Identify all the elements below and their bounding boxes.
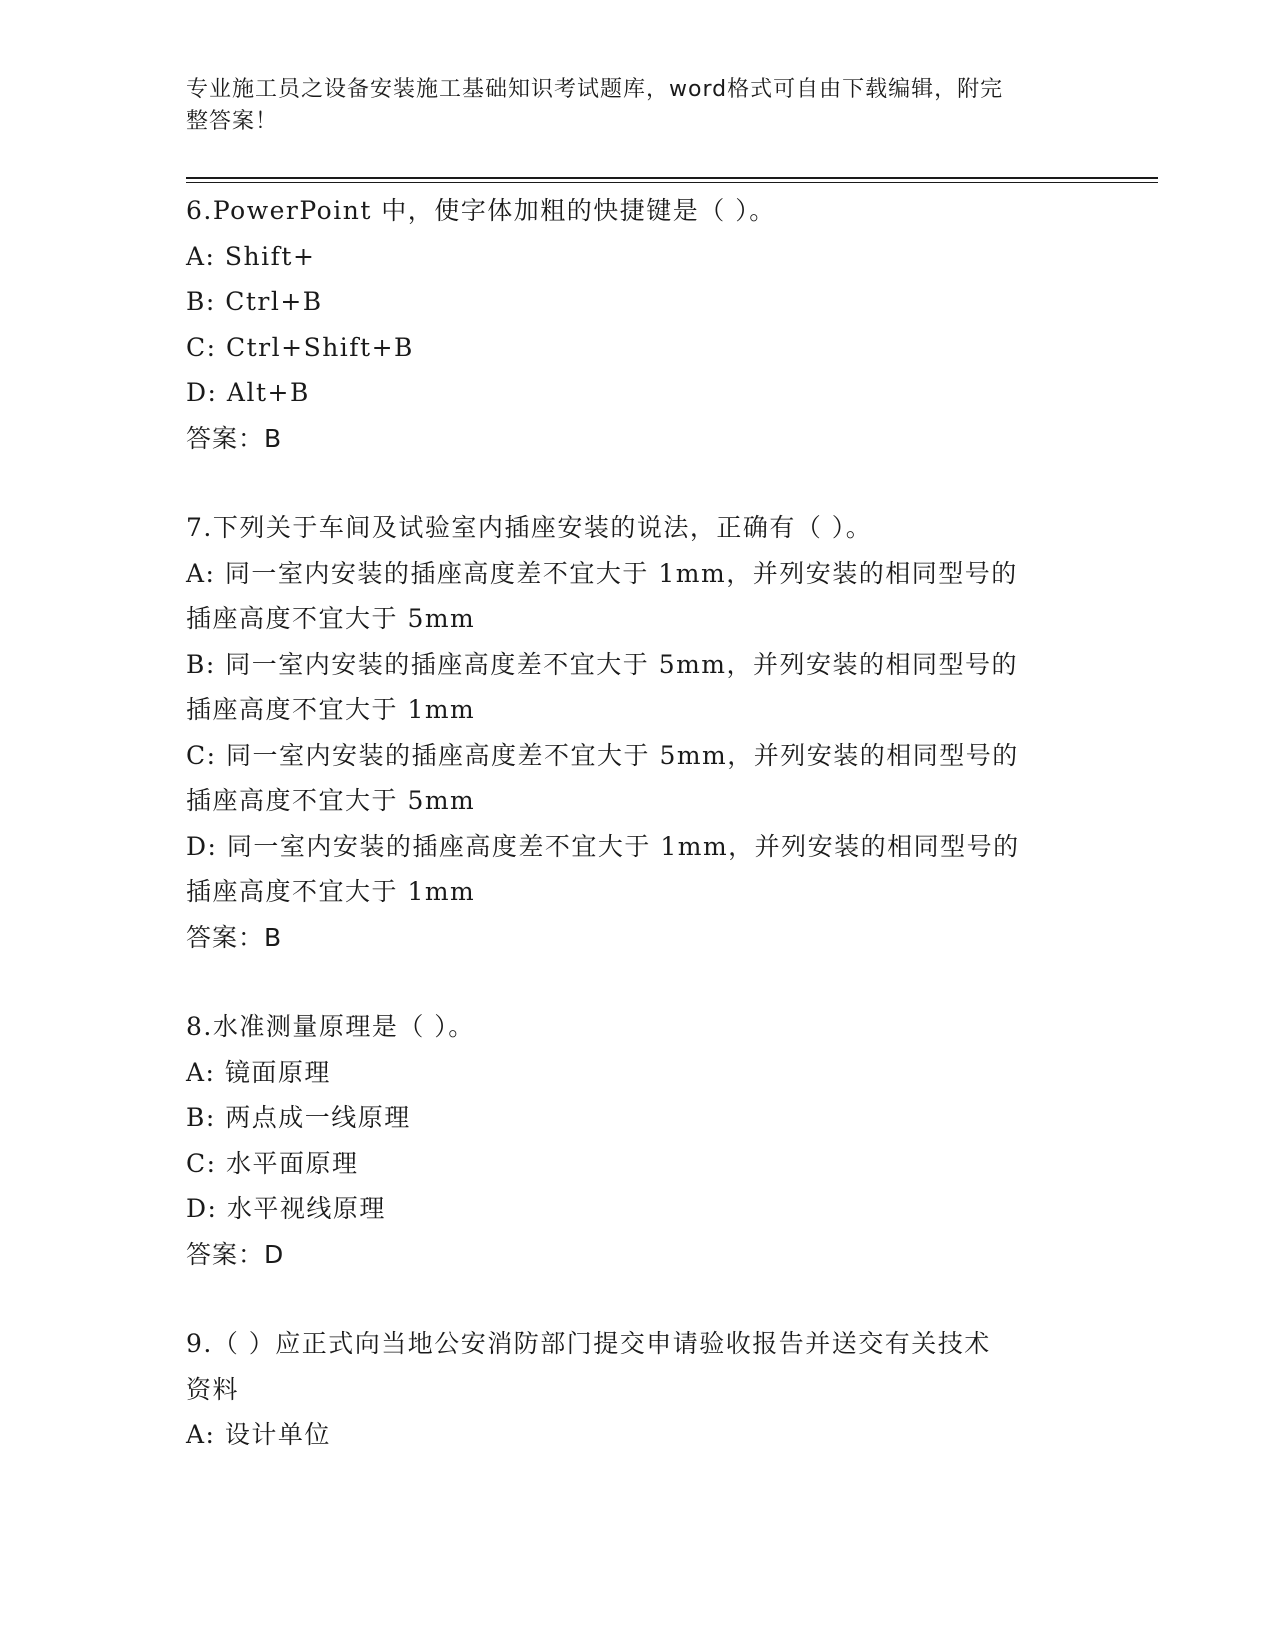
header-divider-thin <box>186 182 1158 183</box>
option-a-continued: 插座高度不宜大于 5mm <box>186 604 476 633</box>
header-line-1: 专业施工员之设备安装施工基础知识考试题库，word格式可自由下载编辑，附完 <box>186 77 1004 102</box>
question-stem: 7.下列关于车间及试验室内插座安装的说法，正确有（ ）。 <box>186 513 873 542</box>
answer-label: 答案：B <box>186 423 283 453</box>
option-c: C: Ctrl+Shift+B <box>186 332 414 362</box>
option-b: B: 同一室内安装的插座高度差不宜大于 5mm，并列安装的相同型号的 <box>186 649 1019 679</box>
question-stem: 6.PowerPoint 中，使字体加粗的快捷键是（ ）。 <box>186 196 776 225</box>
option-d: D: 同一室内安装的插座高度差不宜大于 1mm，并列安装的相同型号的 <box>186 831 1020 861</box>
option-a: A: 镜面原理 <box>186 1057 331 1087</box>
question-stem: 8.水准测量原理是（ ）。 <box>186 1012 475 1041</box>
option-a: A: 同一室内安装的插座高度差不宜大于 1mm，并列安装的相同型号的 <box>186 558 1018 588</box>
question-8 <box>186 1004 1086 1277</box>
header-divider-thick <box>186 177 1158 179</box>
option-d: D: 水平视线原理 <box>186 1194 386 1223</box>
option-b: B: 两点成一线原理 <box>186 1103 411 1132</box>
header-line-2: 整答案！ <box>186 109 279 134</box>
option-a: A: Shift+ <box>186 241 316 271</box>
option-c-continued: 插座高度不宜大于 5mm <box>186 786 476 815</box>
option-b: B: Ctrl+B <box>186 287 323 316</box>
answer-label: 答案：B <box>186 922 283 952</box>
question-9 <box>186 1321 1086 1458</box>
option-a: A: 设计单位 <box>186 1420 331 1449</box>
option-d-continued: 插座高度不宜大于 1mm <box>186 877 476 906</box>
question-6 <box>186 188 1086 461</box>
question-7 <box>186 505 1086 960</box>
answer-label: 答案：D <box>186 1239 285 1269</box>
option-b-continued: 插座高度不宜大于 1mm <box>186 695 476 724</box>
option-c: C: 同一室内安装的插座高度差不宜大于 5mm，并列安装的相同型号的 <box>186 740 1019 770</box>
option-d: D: Alt+B <box>186 378 310 407</box>
question-spacer <box>186 461 1086 505</box>
option-c: C: 水平面原理 <box>186 1148 359 1178</box>
question-spacer <box>186 1277 1086 1321</box>
question-stem: 9.（ ）应正式向当地公安消防部门提交申请验收报告并送交有关技术 <box>186 1329 991 1358</box>
question-spacer <box>186 960 1086 1004</box>
question-stem-continued: 资料 <box>186 1374 240 1404</box>
question-list <box>186 188 1086 1458</box>
document-header <box>186 74 1066 138</box>
